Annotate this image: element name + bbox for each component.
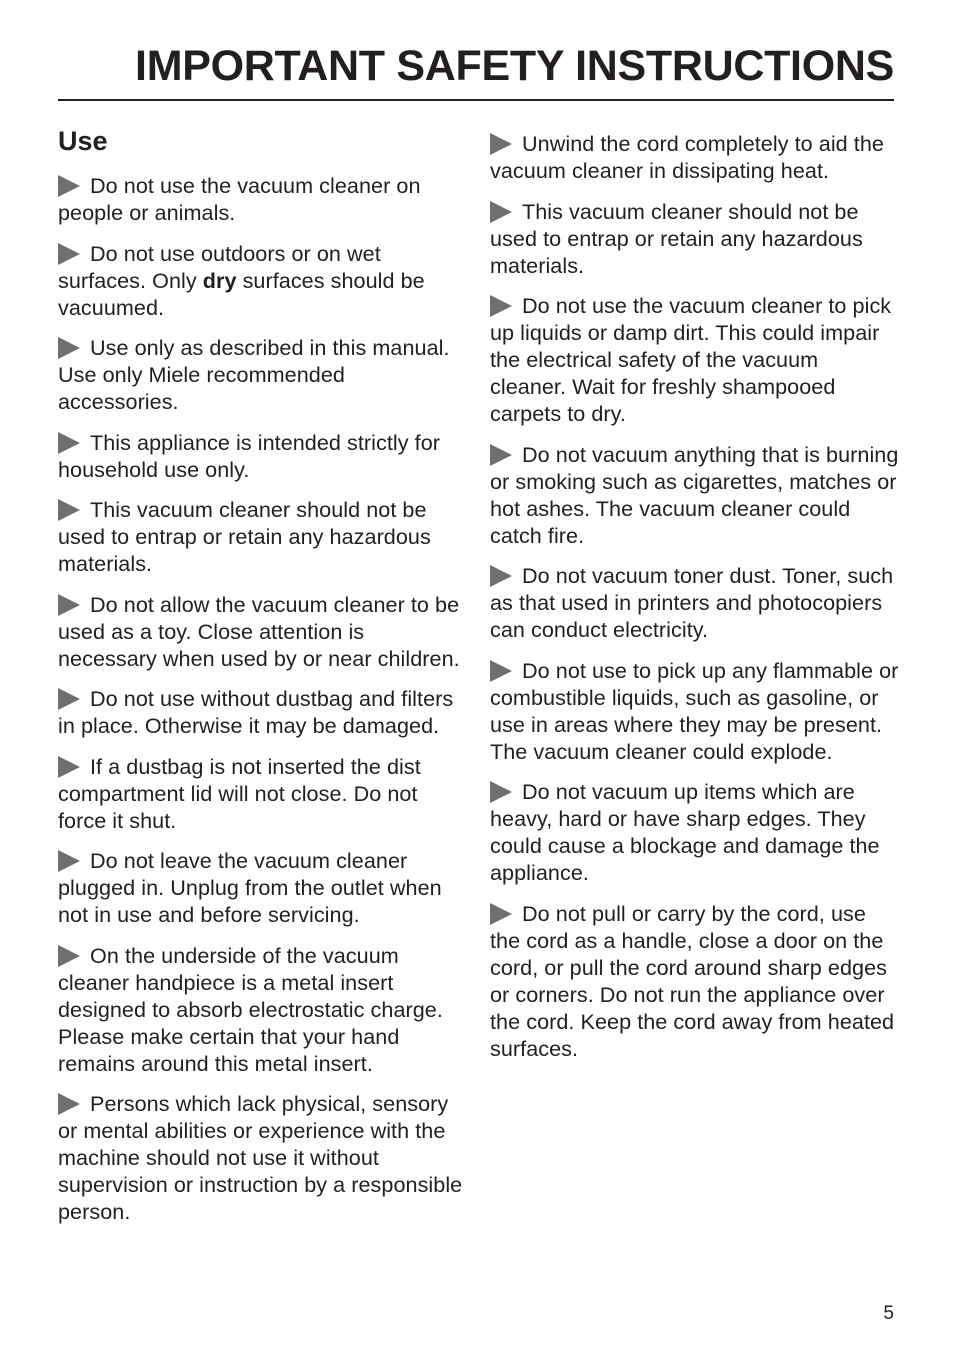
instruction-item [58, 753, 468, 834]
play-triangle-icon [58, 432, 80, 454]
instruction-text: On the underside of the vacuum cleaner handpiece is a metal insert designed to absorb electrostatic charge. Please make certain that your hand remains around this metal insert. [58, 942, 443, 1076]
page-title: IMPORTANT SAFETY INSTRUCTIONS [135, 42, 894, 90]
instruction-text: Do not leave the vacuum cleaner plugged in. Unplug from the outlet when not in use and before servicing. [58, 848, 442, 927]
instruction-text: This vacuum cleaner should not be used to entrap or retain any hazardous materials. [490, 198, 863, 278]
play-triangle-icon [490, 295, 512, 317]
instruction-text: This appliance is intended strictly for household use only. [58, 429, 441, 482]
play-triangle-icon [58, 499, 80, 521]
play-triangle-icon [490, 201, 512, 223]
instruction-item [490, 900, 900, 1062]
instruction-item [490, 198, 900, 279]
instruction-item [490, 292, 900, 427]
instruction-text: Do not allow the vacuum cleaner to be used as a toy. Close attention is necessary when used by or near children. [58, 591, 460, 671]
instruction-text: Do not vacuum up items which are heavy, hard or have sharp edges. They could cause a blockage and damage the appliance. [490, 779, 880, 885]
title-rule [58, 99, 894, 101]
play-triangle-icon [58, 1093, 80, 1115]
instruction-item [58, 591, 468, 672]
instruction-text: Unwind the cord completely to aid the vacuum cleaner in dissipating heat. [490, 131, 884, 183]
instruction-item [490, 657, 900, 765]
instruction-text: Do not use to pick up any flammable or combustible liquids, such as gasoline, or use in areas where they may be present. The vacuum cleaner could explode. [490, 657, 899, 764]
play-triangle-icon [58, 756, 80, 778]
play-triangle-icon [58, 945, 80, 967]
instruction-item [58, 172, 468, 226]
play-triangle-icon [490, 903, 512, 925]
instruction-item [58, 1090, 468, 1225]
right-column [490, 130, 900, 1075]
instruction-text: Use only as described in this manual. Use only Miele recommended accessories. [58, 335, 450, 414]
left-column [58, 124, 468, 1239]
instruction-item [58, 685, 468, 739]
play-triangle-icon [58, 175, 80, 197]
instruction-text: Do not use outdoors or on wet surfaces. Only [58, 240, 381, 293]
instruction-item [490, 130, 900, 184]
instruction-item [490, 562, 900, 643]
left-instruction-list [58, 172, 468, 1225]
right-instruction-list [490, 130, 900, 1062]
play-triangle-icon [490, 444, 512, 466]
instruction-text: This vacuum cleaner should not be used to entrap or retain any hazardous materials. [58, 497, 431, 576]
instruction-item [58, 240, 468, 321]
instruction-text: If a dustbag is not inserted the dist compartment lid will not close. Do not force it shut. [58, 753, 421, 833]
instruction-text: Do not use the vacuum cleaner to pick up liquids or damp dirt. This could impair the electrical safety of the vacuum cleaner. Wait for freshly shampooed carpets to dry. [490, 293, 892, 426]
emphasis-text: dry [202, 267, 237, 293]
instruction-text: surfaces should be vacuumed. [58, 267, 425, 320]
instruction-text: Do not use without dustbag and filters in place. Otherwise it may be damaged. [58, 686, 454, 738]
play-triangle-icon [490, 565, 512, 587]
instruction-item [58, 429, 468, 483]
play-triangle-icon [490, 781, 512, 803]
play-triangle-icon [58, 850, 80, 872]
instruction-text: Do not vacuum anything that is burning or smoking such as cigarettes, matches or hot ashes. The vacuum cleaner could catch fire. [490, 441, 899, 548]
section-heading: Use [58, 126, 108, 156]
play-triangle-icon [490, 133, 512, 155]
instruction-item [58, 334, 468, 415]
instruction-item [490, 441, 900, 549]
play-triangle-icon [490, 660, 512, 682]
instruction-text: Do not vacuum toner dust. Toner, such as that used in printers and photocopiers can conduct electricity. [490, 563, 894, 642]
play-triangle-icon [58, 337, 80, 359]
instruction-text: Persons which lack physical, sensory or mental abilities or experience with the machine should not use it without supervision or instruction by a responsible person. [58, 1091, 463, 1224]
instruction-item [490, 778, 900, 886]
play-triangle-icon [58, 243, 80, 265]
instruction-text: Do not use the vacuum cleaner on people or animals. [58, 173, 421, 225]
page-number: 5 [883, 1303, 894, 1324]
play-triangle-icon [58, 594, 80, 616]
instruction-item [58, 496, 468, 577]
play-triangle-icon [58, 688, 80, 710]
instruction-text: Do not pull or carry by the cord, use the cord as a handle, close a door on the cord, or pull the cord around sharp edges or corners. Do not run the appliance over the cord. Keep the cord away from heated surfaces. [490, 900, 895, 1061]
instruction-item [58, 847, 468, 928]
instruction-item [58, 942, 468, 1077]
